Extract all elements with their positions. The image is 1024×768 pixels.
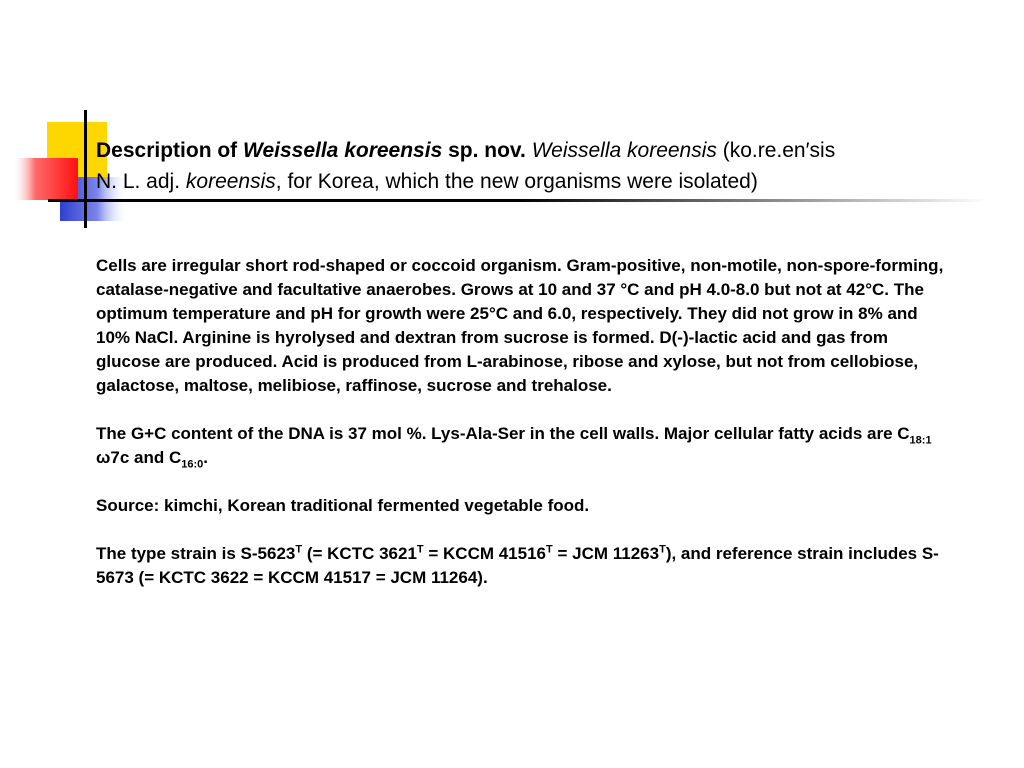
vertical-rule [84,110,87,228]
strain-text-1: The type strain is S-5623 [96,544,296,563]
strain-text-4: = JCM 11263 [552,544,660,563]
paragraph-source: Source: kimchi, Korean traditional fermented vegetable food. [96,496,590,515]
paragraph-characteristics: Cells are irregular short rod-shaped or coccoid organism. Gram-positive, non-motile, non-spore-forming, catalase-negative and facultative anaerobes. Grows at 10 and 37 °C and pH 4.0-8.0 but not at 42°C. The optimum temperature and pH for growth were 25°C and 6.0, respectively. They did not grow in 8% and 10% NaCl. Arginine is hyrolysed and dextran from sucrose is formed. D(-)-lactic acid and gas from glucose are produced. Acid is produced from L-arabinose, ribose and xylose, but not from cellobiose, galactose, maltose, melibiose, raffinose, sucrose and trehalose. [96,256,944,395]
gc-subscript-2: 16:0 [181,458,204,471]
title-species-italic: Weissella koreensis [531,139,717,162]
gc-text-1: The G+C content of the DNA is 37 mol %. Lys-Ala-Ser in the cell walls. Major cellular fatty acids are C [96,424,910,443]
strain-text-2: (= KCTC 3621 [302,544,417,563]
strain-text-5: ), and reference strain includes S-5673 (= KCTC 3622 = KCCM 41517 = JCM 11264). [96,544,939,587]
title-adjective: koreensis [185,170,276,193]
horizontal-rule [48,199,988,202]
red-gradient-bar [12,158,78,200]
title-suffix: sp. nov. [442,139,526,162]
title-lead: Description of [96,139,244,162]
paragraph-type-strain [96,542,956,590]
strain-sup-2: T [416,543,424,556]
paragraph-gc-content [96,422,956,470]
gc-text-3: . [203,448,208,467]
slide-title [96,135,1011,197]
title-species-bold: Weissella koreensis [243,139,443,162]
strain-sup-4: T [659,543,666,556]
gc-subscript-1: 18:1 [909,434,932,447]
strain-sup-3: T [546,543,553,556]
slide-body [96,254,956,614]
title-pronunciation: (ko.re.en′sis [716,139,836,162]
title-line2-prefix: N. L. adj. [96,170,186,193]
strain-sup-1: T [295,543,303,556]
title-line2-suffix: , for Korea, which the new organisms were isolated) [275,170,758,193]
strain-text-3: = KCCM 41516 [423,544,547,563]
gc-omega: ω [96,448,111,467]
gc-text-2: 7c and C [110,448,182,467]
